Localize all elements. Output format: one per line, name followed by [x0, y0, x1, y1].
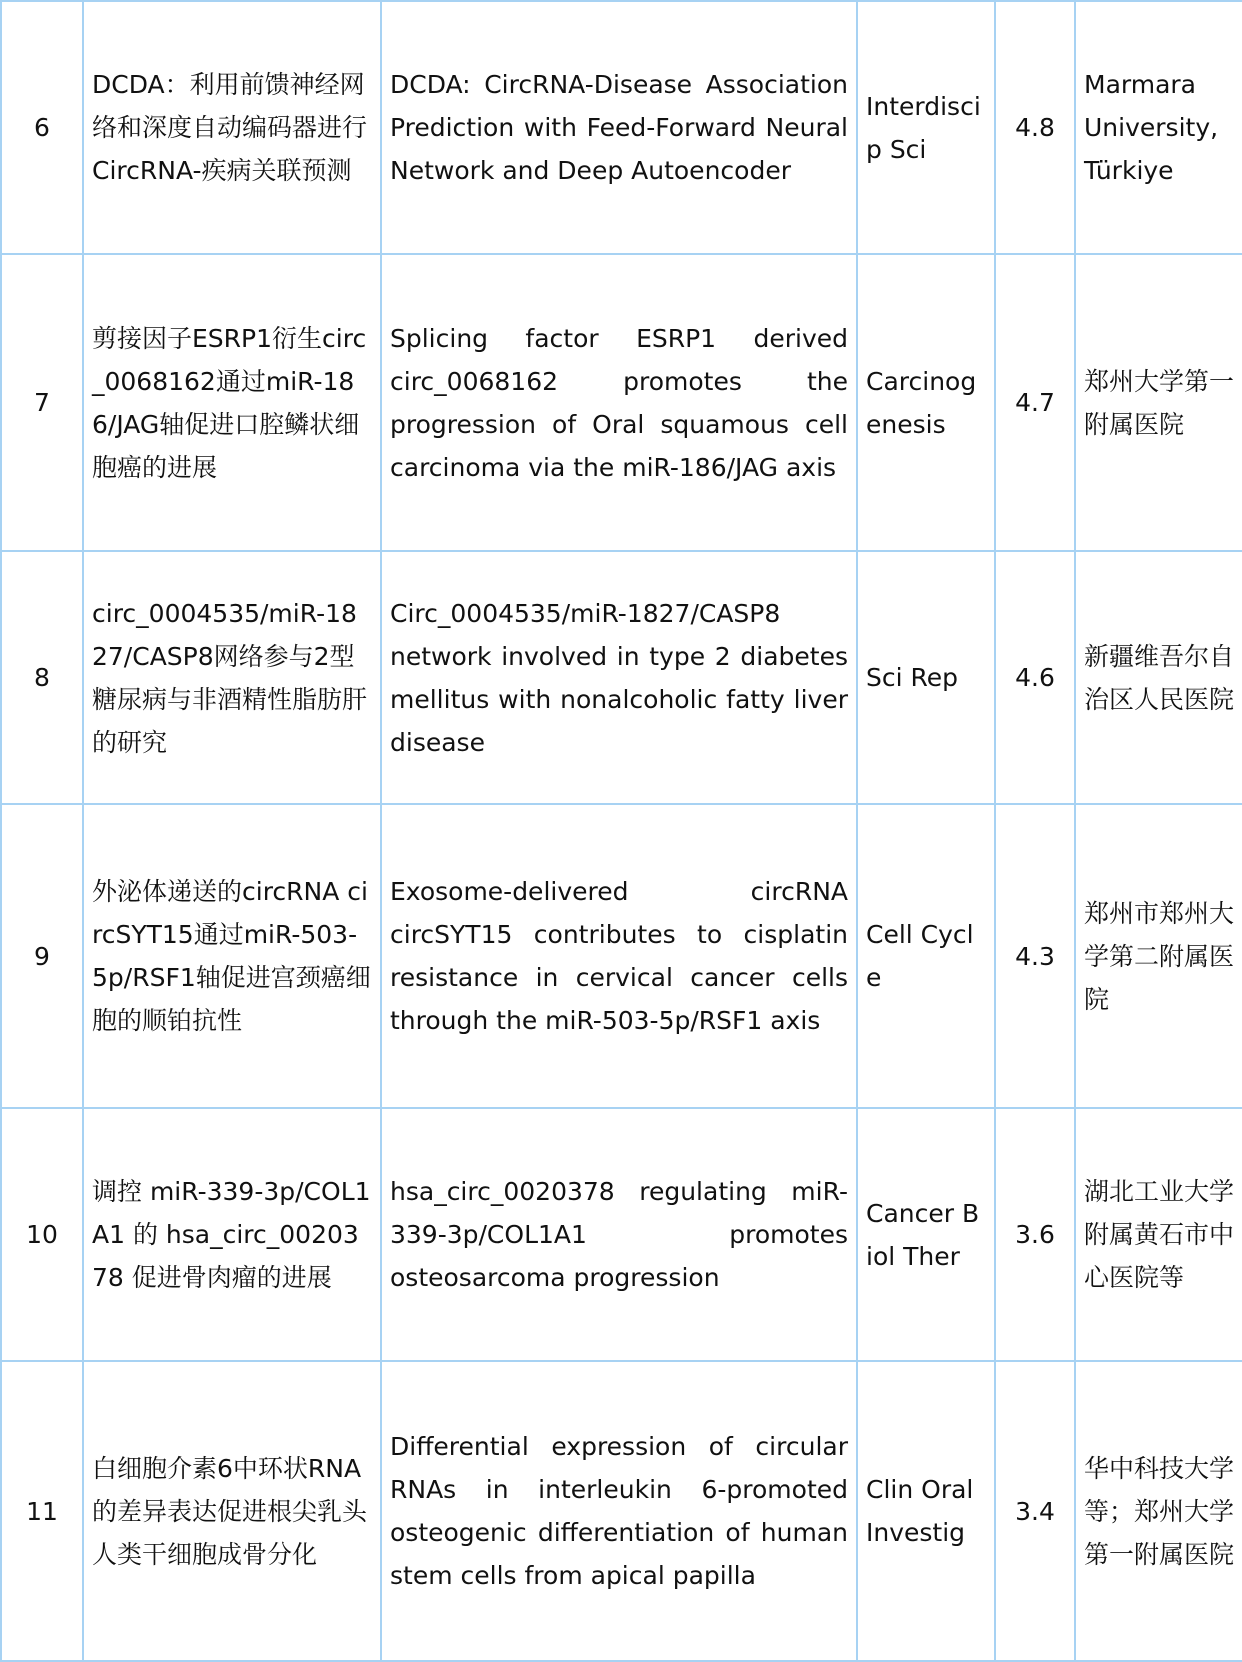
chinese-title: DCDA：利用前馈神经网络和深度自动编码器进行 CircRNA-疾病关联预测: [83, 1, 381, 254]
english-title: Differential expression of circular RNAs in interleukin 6-promoted osteogenic differentiation of human stem cells from apical papilla: [381, 1361, 857, 1661]
table-row: [1, 551, 1242, 804]
english-title: Exosome-delivered circRNA circSYT15 contributes to cisplatin resistance in cervical cancer cells through the miR-503-5p/RSF1 axis: [381, 804, 857, 1108]
journal-name: Clin Oral Investig: [857, 1361, 995, 1661]
journal-name: Interdiscip Sci: [857, 1, 995, 254]
journal-name: Cancer Biol Ther: [857, 1108, 995, 1361]
impact-factor: 4.7: [995, 254, 1075, 551]
institution: 郑州市郑州大学第二附属医院: [1075, 804, 1242, 1108]
row-number: 9: [1, 804, 83, 1108]
impact-factor: 3.4: [995, 1361, 1075, 1661]
institution: 郑州大学第一附属医院: [1075, 254, 1242, 551]
english-title: hsa_circ_0020378 regulating miR-339-3p/COL1A1 promotes osteosarcoma progression: [381, 1108, 857, 1361]
english-title: Circ_0004535/miR-1827/CASP8 network involved in type 2 diabetes mellitus with nonalcoholic fatty liver disease: [381, 551, 857, 804]
impact-factor: 4.8: [995, 1, 1075, 254]
table-row: [1, 254, 1242, 551]
impact-factor: 3.6: [995, 1108, 1075, 1361]
chinese-title: 剪接因子ESRP1衍生circ_0068162通过miR-186/JAG轴促进口腔鳞状细胞癌的进展: [83, 254, 381, 551]
chinese-title: 外泌体递送的circRNA circSYT15通过miR-503-5p/RSF1轴促进宫颈癌细胞的顺铂抗性: [83, 804, 381, 1108]
institution: 华中科技大学等；郑州大学第一附属医院: [1075, 1361, 1242, 1661]
table-row: [1, 1, 1242, 254]
row-number: 7: [1, 254, 83, 551]
english-title: DCDA: CircRNA-Disease Association Prediction with Feed-Forward Neural Network and Deep Autoencoder: [381, 1, 857, 254]
row-number: 10: [1, 1108, 83, 1361]
table-row: [1, 804, 1242, 1108]
journal-name: Sci Rep: [857, 551, 995, 804]
journal-name: Cell Cycle: [857, 804, 995, 1108]
journal-name: Carcinogenesis: [857, 254, 995, 551]
institution: 新疆维吾尔自治区人民医院: [1075, 551, 1242, 804]
institution: 湖北工业大学附属黄石市中心医院等: [1075, 1108, 1242, 1361]
impact-factor: 4.3: [995, 804, 1075, 1108]
row-number: 8: [1, 551, 83, 804]
institution: Marmara University, Türkiye: [1075, 1, 1242, 254]
chinese-title: 白细胞介素6中环状RNA的差异表达促进根尖乳头人类干细胞成骨分化: [83, 1361, 381, 1661]
table-row: [1, 1108, 1242, 1361]
english-title: Splicing factor ESRP1 derived circ_0068162 promotes the progression of Oral squamous cell carcinoma via the miR-186/JAG axis: [381, 254, 857, 551]
table-row: [1, 1361, 1242, 1661]
impact-factor: 4.6: [995, 551, 1075, 804]
chinese-title: 调控 miR-339-3p/COL1A1 的 hsa_circ_0020378 促进骨肉瘤的进展: [83, 1108, 381, 1361]
chinese-title: circ_0004535/miR-1827/CASP8网络参与2型糖尿病与非酒精性脂肪肝的研究: [83, 551, 381, 804]
row-number: 6: [1, 1, 83, 254]
row-number: 11: [1, 1361, 83, 1661]
